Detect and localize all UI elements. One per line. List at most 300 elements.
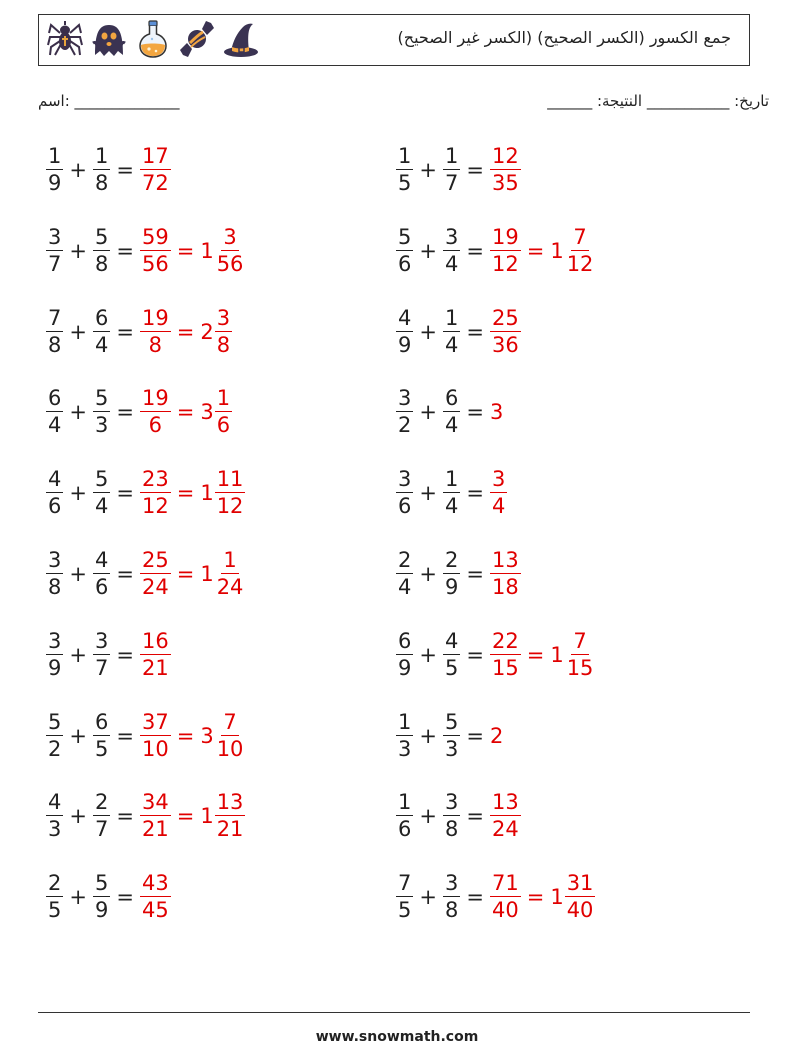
answer (140, 305, 232, 357)
fraction (46, 469, 63, 517)
equals-sign: = (176, 723, 195, 748)
denominator: 5 (48, 898, 62, 923)
denominator: 2 (398, 413, 412, 438)
denominator: 7 (94, 817, 109, 842)
answer (140, 550, 245, 598)
denominator: 5 (398, 171, 412, 195)
numerator: 3 (48, 548, 62, 572)
fraction (396, 305, 413, 357)
equals-sign: = (466, 481, 484, 506)
denominator: 3 (48, 817, 62, 842)
fraction (215, 469, 246, 517)
denominator: 4 (398, 575, 412, 599)
date-score-label: ______ :تاريخ: ___________ النتيجة (547, 92, 769, 110)
denominator: 35 (491, 171, 519, 195)
fraction (490, 792, 521, 840)
equals-sign: = (176, 481, 195, 506)
equals-sign: = (466, 562, 484, 586)
denominator: 8 (444, 898, 459, 923)
denominator: 15 (491, 655, 519, 680)
denominator: 4 (444, 332, 459, 357)
equals-sign: = (116, 562, 134, 586)
equals-sign: = (466, 885, 484, 910)
answer (140, 469, 245, 517)
denominator: 6 (48, 494, 62, 519)
plus-sign: + (419, 319, 437, 344)
whole-number: 1 (200, 238, 214, 263)
denominator: 12 (491, 251, 519, 276)
plus-sign: + (419, 723, 437, 748)
numerator: 17 (141, 144, 169, 168)
numerator: 5 (94, 224, 109, 249)
equals-sign: = (116, 804, 134, 829)
numerator: 16 (141, 628, 169, 653)
worksheet-title: جمع الكسور (الكسر الصحيح) (الكسر غير الصحيح) (397, 28, 731, 47)
fraction (46, 873, 63, 921)
whole-number: 1 (550, 642, 564, 667)
plus-sign: + (419, 158, 437, 182)
plus-sign: + (419, 885, 437, 910)
problem-item (46, 469, 245, 517)
numerator: 3 (398, 386, 412, 411)
numerator: 3 (491, 467, 506, 492)
fraction (140, 305, 171, 357)
denominator: 24 (491, 817, 519, 842)
denominator: 10 (141, 736, 169, 761)
fraction (93, 388, 110, 436)
answer (490, 724, 504, 748)
plus-sign: + (419, 804, 437, 829)
denominator: 4 (491, 494, 506, 519)
answer (490, 400, 504, 424)
problem-item (46, 146, 171, 194)
numerator: 1 (444, 467, 459, 492)
numerator: 71 (491, 871, 519, 896)
numerator: 2 (444, 548, 459, 572)
equals-sign: = (116, 319, 134, 344)
numerator: 1 (398, 790, 412, 815)
equals-sign: = (116, 642, 134, 667)
fraction (93, 305, 110, 357)
numerator: 7 (223, 709, 237, 734)
denominator: 6 (216, 413, 231, 438)
fraction (93, 709, 110, 761)
fraction (93, 469, 110, 517)
answer (490, 792, 521, 840)
numerator: 1 (94, 144, 109, 168)
numerator: 6 (444, 386, 459, 411)
whole-number: 1 (200, 481, 214, 506)
numerator: 25 (491, 305, 519, 330)
fraction (93, 146, 110, 194)
denominator: 6 (398, 251, 412, 276)
equals-sign: = (526, 885, 545, 910)
fraction (565, 628, 596, 680)
fraction (490, 224, 521, 276)
problem-item (396, 792, 521, 840)
fraction (396, 469, 413, 517)
denominator: 12 (216, 494, 244, 519)
equals-sign: = (466, 319, 484, 344)
fraction (93, 873, 110, 921)
fraction (140, 469, 171, 517)
denominator: 6 (94, 575, 109, 599)
plus-sign: + (69, 158, 87, 182)
problem-item (46, 792, 245, 840)
equals-sign: = (176, 238, 195, 263)
fraction (140, 792, 171, 840)
denominator: 4 (94, 332, 109, 357)
footer-url: www.snowmath.com (315, 1029, 479, 1045)
plus-sign: + (69, 319, 87, 344)
answer (490, 224, 595, 276)
numerator: 1 (398, 709, 412, 734)
fraction (93, 628, 110, 680)
denominator: 8 (444, 817, 459, 842)
whole-number: 3 (489, 400, 504, 425)
fraction (46, 146, 63, 194)
fraction (46, 388, 63, 436)
numerator: 1 (398, 144, 412, 168)
fraction (215, 388, 232, 436)
numerator: 5 (398, 224, 412, 249)
fraction (396, 550, 413, 598)
plus-sign: + (69, 642, 87, 667)
plus-sign: + (419, 562, 437, 586)
denominator: 8 (94, 171, 109, 195)
denominator: 5 (94, 736, 109, 761)
fraction (140, 709, 171, 761)
name-field-label: اسم: ______________ (38, 92, 180, 110)
plus-sign: + (419, 400, 437, 425)
equals-sign: = (116, 158, 134, 182)
problem-item (46, 628, 171, 680)
numerator: 2 (398, 548, 412, 572)
numerator: 19 (141, 305, 169, 330)
numerator: 31 (566, 871, 594, 896)
denominator: 45 (141, 898, 169, 923)
denominator: 8 (148, 332, 163, 357)
denominator: 7 (94, 655, 109, 680)
denominator: 72 (141, 171, 169, 195)
numerator: 23 (141, 467, 169, 492)
fraction (46, 628, 63, 680)
fraction (443, 224, 460, 276)
plus-sign: + (69, 723, 87, 748)
plus-sign: + (69, 804, 87, 829)
fraction (140, 146, 171, 194)
denominator: 4 (444, 494, 459, 519)
fraction (215, 305, 232, 357)
problem-item (396, 550, 521, 598)
denominator: 8 (216, 332, 231, 357)
fraction (396, 388, 413, 436)
numerator: 5 (94, 467, 109, 492)
numerator: 7 (573, 628, 587, 653)
fraction (396, 792, 413, 840)
problem-item (46, 873, 171, 921)
whole-number: 1 (550, 238, 564, 263)
fraction (140, 388, 171, 436)
fraction (396, 146, 413, 194)
answer (490, 550, 521, 598)
fraction (443, 873, 460, 921)
numerator: 13 (491, 790, 519, 815)
denominator: 40 (491, 898, 519, 923)
numerator: 3 (444, 224, 459, 249)
denominator: 9 (48, 171, 62, 195)
numerator: 25 (141, 548, 169, 572)
numerator: 2 (48, 871, 62, 896)
numerator: 1 (444, 305, 459, 330)
fraction (215, 550, 246, 598)
numerator: 7 (398, 871, 412, 896)
numerator: 3 (398, 467, 412, 492)
equals-sign: = (466, 400, 484, 425)
whole-number: 3 (200, 723, 214, 748)
denominator: 4 (48, 413, 62, 438)
answer (140, 873, 171, 921)
whole-number: 2 (200, 319, 214, 344)
answer (490, 146, 521, 194)
equals-sign: = (466, 804, 484, 829)
equals-sign: = (466, 642, 484, 667)
fraction (46, 709, 63, 761)
plus-sign: + (69, 400, 87, 425)
numerator: 3 (444, 871, 459, 896)
numerator: 2 (94, 790, 109, 815)
denominator: 9 (444, 575, 459, 599)
plus-sign: + (419, 642, 437, 667)
answer (490, 469, 507, 517)
denominator: 9 (94, 898, 109, 923)
plus-sign: + (69, 238, 87, 263)
problem-item (46, 224, 245, 276)
answer (140, 224, 245, 276)
numerator: 7 (573, 224, 587, 249)
equals-sign: = (466, 238, 484, 263)
problem-item (396, 873, 595, 921)
fraction (396, 873, 413, 921)
fraction (396, 709, 413, 761)
equals-sign: = (466, 158, 484, 182)
denominator: 56 (216, 251, 244, 276)
denominator: 3 (398, 736, 412, 761)
fraction (490, 146, 521, 194)
answer (140, 792, 245, 840)
fraction (443, 469, 460, 517)
numerator: 3 (444, 790, 459, 815)
numerator: 12 (491, 144, 519, 168)
numerator: 6 (398, 628, 412, 653)
numerator: 6 (94, 305, 109, 330)
numerator: 4 (398, 305, 412, 330)
problem-item (396, 305, 521, 357)
equals-sign: = (176, 804, 195, 829)
problem-item (396, 146, 521, 194)
numerator: 13 (491, 548, 519, 572)
fraction (490, 628, 521, 680)
equals-sign: = (116, 238, 134, 263)
plus-sign: + (69, 481, 87, 506)
fraction (490, 550, 521, 598)
fraction (396, 224, 413, 276)
equals-sign: = (176, 400, 195, 425)
fraction (46, 305, 63, 357)
denominator: 9 (398, 655, 412, 680)
numerator: 4 (48, 790, 62, 815)
denominator: 8 (48, 575, 62, 599)
problem-item (46, 305, 232, 357)
denominator: 21 (141, 817, 169, 842)
denominator: 24 (141, 575, 169, 599)
numerator: 7 (48, 305, 62, 330)
fraction (93, 224, 110, 276)
numerator: 5 (444, 709, 459, 734)
problem-item (396, 628, 595, 680)
denominator: 8 (48, 332, 62, 357)
numerator: 37 (141, 709, 169, 734)
denominator: 15 (566, 655, 594, 680)
denominator: 4 (444, 251, 459, 276)
denominator: 8 (94, 251, 109, 276)
numerator: 19 (491, 224, 519, 249)
fraction (443, 792, 460, 840)
equals-sign: = (526, 642, 545, 667)
fraction (490, 873, 521, 921)
numerator: 5 (94, 386, 109, 411)
fraction (140, 628, 171, 680)
plus-sign: + (419, 238, 437, 263)
denominator: 24 (216, 575, 244, 599)
whole-number: 1 (550, 885, 564, 910)
denominator: 3 (444, 736, 459, 761)
denominator: 6 (398, 817, 412, 842)
denominator: 12 (141, 494, 169, 519)
fraction (443, 305, 460, 357)
whole-number: 2 (489, 723, 504, 748)
answer (140, 146, 171, 194)
fraction (140, 873, 171, 921)
problem-item (46, 388, 232, 436)
plus-sign: + (69, 562, 87, 586)
problem-item (396, 469, 507, 517)
equals-sign: = (116, 400, 134, 425)
fraction (140, 550, 171, 598)
answer (490, 628, 595, 680)
denominator: 4 (444, 413, 459, 438)
denominator: 4 (94, 494, 109, 519)
numerator: 3 (94, 628, 109, 653)
denominator: 9 (48, 655, 62, 680)
fraction (93, 550, 110, 598)
equals-sign: = (116, 481, 134, 506)
denominator: 7 (48, 251, 62, 276)
footer-divider (38, 1012, 750, 1013)
fraction (140, 224, 171, 276)
plus-sign: + (69, 885, 87, 910)
fraction (396, 628, 413, 680)
numerator: 3 (216, 305, 231, 330)
whole-number: 3 (200, 400, 214, 425)
denominator: 18 (491, 575, 519, 599)
numerator: 3 (223, 224, 237, 249)
denominator: 6 (398, 494, 412, 519)
numerator: 6 (48, 386, 62, 411)
problem-item (46, 550, 245, 598)
denominator: 56 (141, 251, 169, 276)
fraction (215, 224, 246, 276)
denominator: 10 (216, 736, 244, 761)
denominator: 5 (398, 898, 412, 923)
numerator: 5 (48, 709, 62, 734)
fraction (93, 792, 110, 840)
numerator: 43 (141, 871, 169, 896)
answer (140, 709, 245, 761)
fraction (565, 224, 596, 276)
equals-sign: = (116, 723, 134, 748)
denominator: 5 (444, 655, 459, 680)
fraction (490, 305, 521, 357)
fraction (565, 873, 596, 921)
denominator: 7 (444, 171, 459, 195)
fraction (46, 792, 63, 840)
numerator: 3 (48, 628, 62, 653)
answer (140, 628, 171, 680)
numerator: 19 (141, 386, 169, 411)
answer (490, 873, 595, 921)
denominator: 36 (491, 332, 519, 357)
fraction (443, 146, 460, 194)
numerator: 34 (141, 790, 169, 815)
denominator: 21 (216, 817, 244, 842)
fraction (215, 792, 246, 840)
equals-sign: = (176, 319, 195, 344)
numerator: 59 (141, 224, 169, 249)
denominator: 2 (48, 736, 62, 761)
equals-sign: = (116, 885, 134, 910)
numerator: 1 (223, 548, 237, 572)
equals-sign: = (526, 238, 545, 263)
plus-sign: + (419, 481, 437, 506)
numerator: 22 (491, 628, 519, 653)
denominator: 21 (141, 655, 169, 680)
problem-item (396, 388, 504, 436)
denominator: 9 (398, 332, 412, 357)
fraction (46, 550, 63, 598)
denominator: 12 (566, 251, 594, 276)
numerator: 6 (94, 709, 109, 734)
denominator: 6 (148, 413, 163, 438)
numerator: 1 (444, 144, 459, 168)
numerator: 4 (444, 628, 459, 653)
equals-sign: = (466, 723, 484, 748)
numerator: 1 (48, 144, 62, 168)
whole-number: 1 (200, 562, 214, 586)
numerator: 4 (94, 548, 109, 572)
numerator: 1 (216, 386, 231, 411)
numerator: 3 (48, 224, 62, 249)
denominator: 3 (94, 413, 109, 438)
equals-sign: = (176, 562, 195, 586)
answer (490, 305, 521, 357)
numerator: 13 (216, 790, 244, 815)
answer (140, 388, 232, 436)
numerator: 11 (216, 467, 244, 492)
fraction (443, 388, 460, 436)
fraction (490, 469, 507, 517)
numerator: 5 (94, 871, 109, 896)
